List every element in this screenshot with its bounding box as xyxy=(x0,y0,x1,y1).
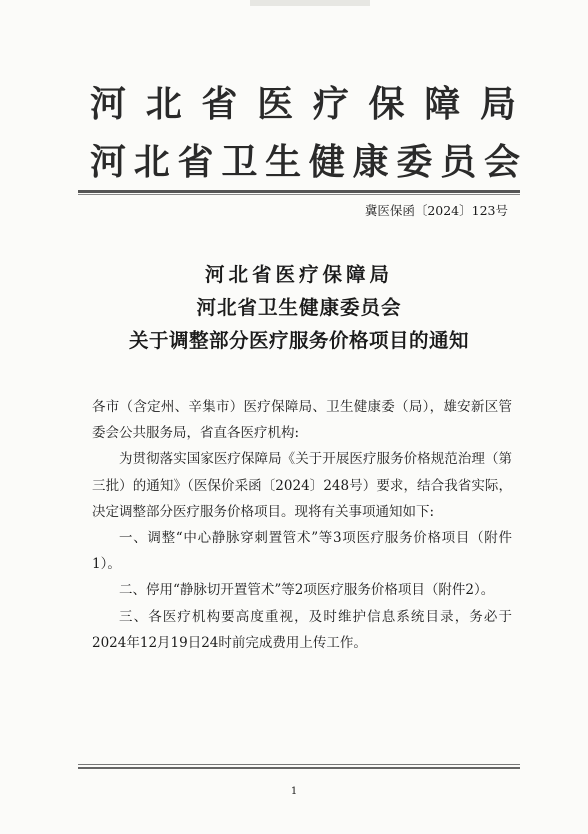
footer-divider-thick xyxy=(78,767,520,769)
footer-divider-thin xyxy=(78,764,520,765)
intro-paragraph: 为贯彻落实国家医疗保障局《关于开展医疗服务价格规范治理（第三批）的通知》（医保价采函〔2024〕248号）要求，结合我省实际，决定调整部分医疗服务价格项目。现将有关事项通知如下: xyxy=(92,451,512,520)
issuer-header-line-1: 河北省医疗保障局 xyxy=(90,83,520,125)
header-divider-thick xyxy=(78,190,520,193)
title-line-1: 河北省医疗保障局 xyxy=(204,263,393,286)
item-2: 二、停用“静脉切开置管术”等2项医疗服务价格项目（附件2）。 xyxy=(119,582,495,599)
body-text xyxy=(92,394,512,656)
scan-artifact xyxy=(250,0,370,6)
salutation: 各市（含定州、辛集市）医疗保障局、卫生健康委（局），雄安新区管委会公共服务局，省直各医疗机构: xyxy=(92,399,512,442)
item-1: 一、调整“中心静脉穿刺置管术”等3项医疗服务价格项目（附件1）。 xyxy=(92,530,512,573)
item-3: 三、各医疗机构要高度重视，及时维护信息系统目录，务必于2024年12月19日24时前完成费用上传工作。 xyxy=(92,608,512,651)
document-number: 冀医保函〔2024〕123号 xyxy=(364,203,508,218)
title-line-2: 河北省卫生健康委员会 xyxy=(196,296,402,319)
header-divider-thin xyxy=(78,194,520,195)
issuer-header-line-2: 河北省卫生健康委员会 xyxy=(90,141,520,183)
page-number: 1 xyxy=(290,786,298,797)
title-line-3: 关于调整部分医疗服务价格项目的通知 xyxy=(128,329,469,352)
